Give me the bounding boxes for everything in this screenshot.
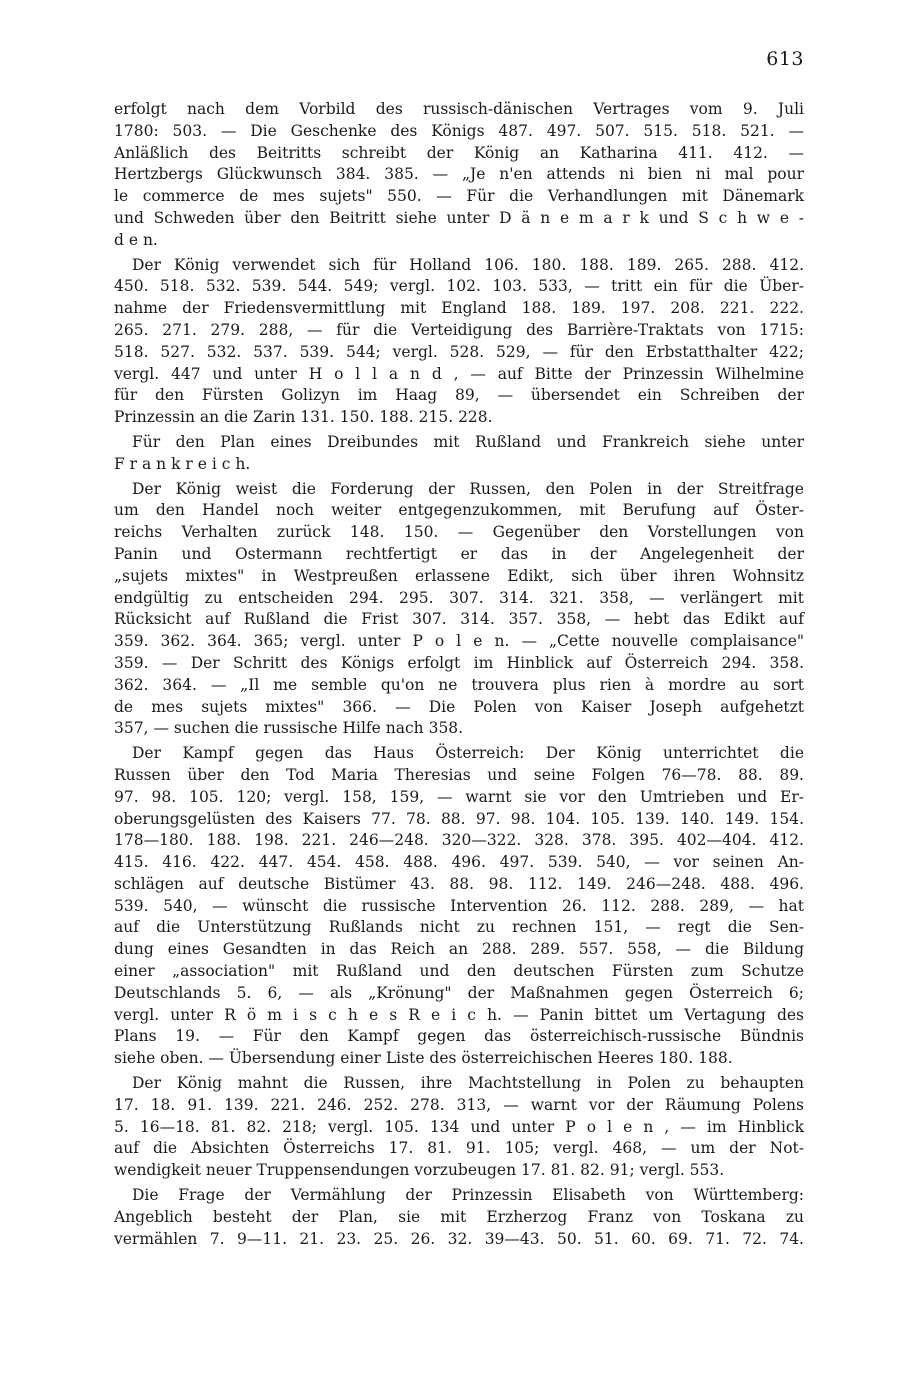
text-line: oberungsgelüsten des Kaisers 77. 78. 88. 97. 98. 104. 105. 139. 140. 149. 154. (114, 809, 804, 828)
text-line: Russen über den Tod Maria Theresias und seine Folgen 76—78. 88. 89. (114, 765, 804, 784)
paragraph (114, 743, 804, 1070)
paragraph (114, 255, 804, 429)
text-line: de mes sujets mixtes" 366. — Die Polen von Kaiser Joseph aufgehetzt (114, 697, 804, 716)
text-line: um den Handel noch weiter entgegenzukommen, mit Berufung auf Öster- (114, 501, 804, 520)
text-line: 178—180. 188. 198. 221. 246—248. 320—322. 328. 378. 395. 402—404. 412. (114, 831, 804, 850)
text-line: Panin und Ostermann rechtfertigt er das in der Angelegenheit der (114, 544, 804, 563)
text-line: 1780: 503. — Die Geschenke des Königs 487. 497. 507. 515. 518. 521. — (114, 121, 804, 140)
page-number: 613 (766, 48, 804, 70)
text-line: Der König verwendet sich für Holland 106. 180. 188. 189. 265. 288. 412. (132, 255, 804, 274)
text-line: vergl. unter R ö m i s c h e s R e i c h. — Panin bittet um Vertagung des (114, 1005, 804, 1024)
text-line: 415. 416. 422. 447. 454. 458. 488. 496. 497. 539. 540, — vor seinen An- (114, 853, 804, 872)
text-line: d e n. (114, 230, 158, 249)
text-line: Prinzessin an die Zarin 131. 150. 188. 215. 228. (114, 408, 493, 427)
text-line: nahme der Friedensvermittlung mit England 188. 189. 197. 208. 221. 222. (114, 299, 804, 318)
text-line: wendigkeit neuer Truppensendungen vorzubeugen 17. 81. 82. 91; vergl. 553. (114, 1161, 725, 1180)
text-line: endgültig zu entscheiden 294. 295. 307. 314. 321. 358, — verlängert mit (114, 588, 804, 607)
text-line: Die Frage der Vermählung der Prinzessin Elisabeth von Württemberg: (132, 1186, 804, 1205)
text-line: vergl. 447 und unter H o l l a n d , — auf Bitte der Prinzessin Wilhelmine (114, 364, 804, 383)
text-line: einer „association" mit Rußland und den deutschen Fürsten zum Schutze (114, 962, 804, 981)
paragraph (114, 99, 804, 252)
text-line: 359. 362. 364. 365; vergl. unter P o l e n. — „Cette nouvelle complaisance" (114, 632, 804, 651)
text-line: 5. 16—18. 81. 82. 218; vergl. 105. 134 und unter P o l e n , — im Hinblick (114, 1117, 804, 1136)
text-line: Plans 19. — Für den Kampf gegen das österreichisch-russische Bündnis (114, 1027, 804, 1046)
text-line: erfolgt nach dem Vorbild des russisch-dänischen Vertrages vom 9. Juli (114, 100, 804, 118)
text-line: „sujets mixtes" in Westpreußen erlassene Edikt, sich über ihren Wohnsitz (114, 566, 804, 585)
text-line: vermählen 7. 9—11. 21. 23. 25. 26. 32. 39—43. 50. 51. 60. 69. 71. 72. 74. (114, 1229, 804, 1248)
text-line: 518. 527. 532. 537. 539. 544; vergl. 528. 529, — für den Erbstatthalter 422; (114, 342, 804, 361)
text-line: Rücksicht auf Rußland die Frist 307. 314. 357. 358, — hebt das Edikt auf (114, 610, 804, 629)
text-line: Der Kampf gegen das Haus Österreich: Der König unterrichtet die (132, 744, 804, 763)
text-line: und Schweden über den Beitritt siehe unter D ä n e m a r k und S c h w e - (114, 208, 804, 227)
paragraph (114, 432, 804, 476)
text-line: 539. 540, — wünscht die russische Intervention 26. 112. 288. 289, — hat (114, 896, 804, 915)
paragraph (114, 1073, 804, 1182)
text-line: siehe oben. — Übersendung einer Liste des österreichischen Heeres 180. 188. (114, 1049, 733, 1068)
text-line: 362. 364. — „Il me semble qu'on ne trouvera plus rien à mordre au sort (114, 675, 804, 694)
text-line: 359. — Der Schritt des Königs erfolgt im Hinblick auf Österreich 294. 358. (114, 653, 804, 672)
text-line: 97. 98. 105. 120; vergl. 158, 159, — warnt sie vor den Umtrieben und Er- (114, 787, 804, 806)
text-line: schlägen auf deutsche Bistümer 43. 88. 98. 112. 149. 246—248. 488. 496. (114, 874, 804, 893)
paragraph (114, 1185, 804, 1250)
text-line: le commerce de mes sujets" 550. — Für die Verhandlungen mit Dänemark (114, 187, 804, 206)
text-line: dung eines Gesandten in das Reich an 288. 289. 557. 558, — die Bildung (114, 940, 804, 959)
text-line: auf die Absichten Österreichs 17. 81. 91. 105; vergl. 468, — um der Not- (114, 1139, 804, 1158)
text-line: reichs Verhalten zurück 148. 150. — Gegenüber den Vorstellungen von (114, 523, 804, 542)
text-line: für den Fürsten Golizyn im Haag 89, — übersendet ein Schreiben der (114, 386, 804, 405)
text-line: Hertzbergs Glückwunsch 384. 385. — „Je n'en attends ni bien ni mal pour (114, 165, 804, 184)
text-line: Für den Plan eines Dreibundes mit Rußland und Frankreich siehe unter (132, 432, 804, 451)
body-text (114, 99, 804, 1253)
text-line: Der König mahnt die Russen, ihre Machtstellung in Polen zu behaupten (132, 1074, 804, 1093)
text-line: Deutschlands 5. 6, — als „Krönung" der Maßnahmen gegen Österreich 6; (114, 983, 804, 1002)
text-line: auf die Unterstützung Rußlands nicht zu rechnen 151, — regt die Sen- (114, 918, 804, 937)
text-line: 17. 18. 91. 139. 221. 246. 252. 278. 313, — warnt vor der Räumung Polens (114, 1095, 804, 1114)
paragraph (114, 479, 804, 741)
text-line: 265. 271. 279. 288, — für die Verteidigung des Barrière-Traktats von 1715: (114, 320, 804, 339)
text-line: F r a n k r e i c h. (114, 454, 251, 473)
text-line: 357, — suchen die russische Hilfe nach 358. (114, 719, 464, 738)
text-line: Angeblich besteht der Plan, sie mit Erzherzog Franz von Toskana zu (114, 1207, 804, 1226)
text-line: Anläßlich des Beitritts schreibt der König an Katharina 411. 412. — (114, 143, 804, 162)
text-line: Der König weist die Forderung der Russen, den Polen in der Streitfrage (132, 479, 804, 498)
text-line: 450. 518. 532. 539. 544. 549; vergl. 102. 103. 533, — tritt ein für die Über- (114, 277, 804, 296)
